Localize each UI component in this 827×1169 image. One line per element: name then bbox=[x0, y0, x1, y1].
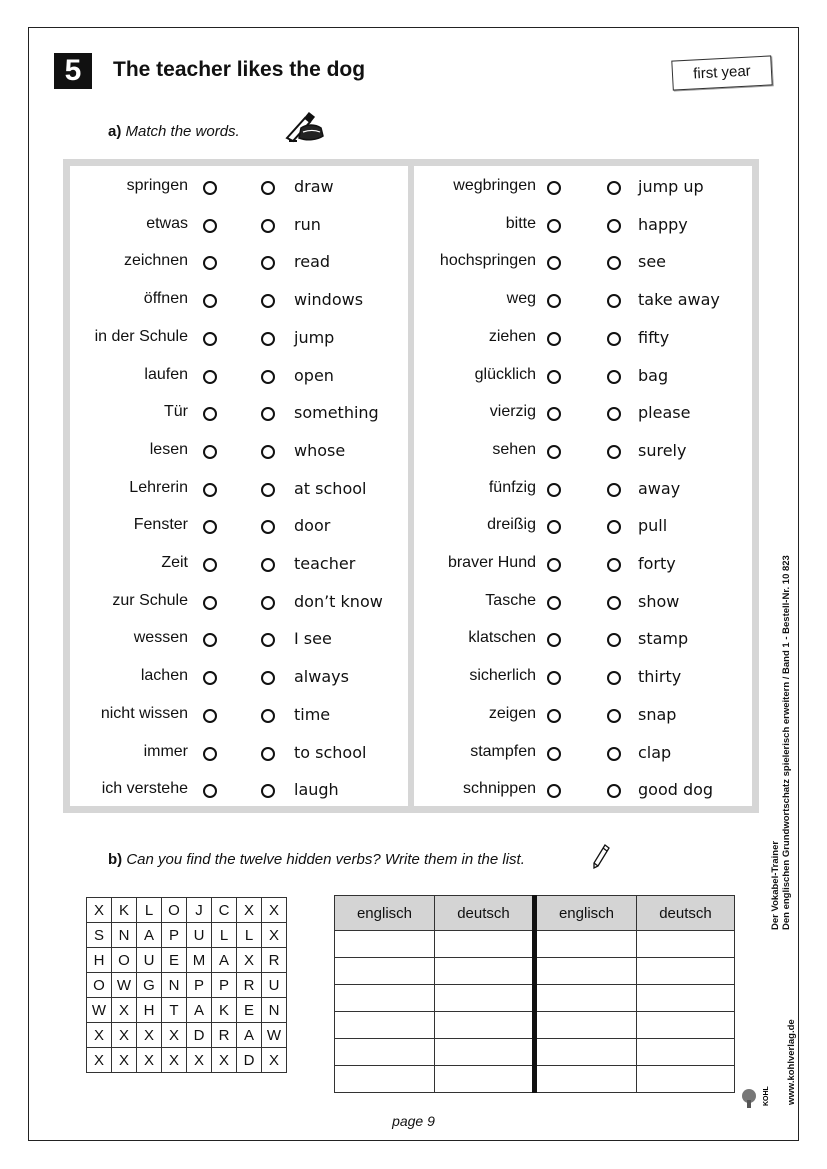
match-row bbox=[414, 629, 752, 651]
answer-cell[interactable] bbox=[637, 931, 735, 958]
matching-column-left bbox=[70, 166, 408, 806]
match-dot-left[interactable] bbox=[203, 332, 217, 346]
match-row bbox=[70, 366, 408, 388]
answer-row bbox=[335, 985, 735, 1012]
answer-cell[interactable] bbox=[535, 1066, 637, 1093]
match-dot-right[interactable] bbox=[607, 596, 621, 610]
match-row bbox=[70, 177, 408, 199]
header-deutsch-1: deutsch bbox=[435, 896, 535, 931]
answer-cell[interactable] bbox=[535, 985, 637, 1012]
match-row bbox=[414, 780, 752, 802]
grid-letter: A bbox=[187, 998, 212, 1023]
german-word: nicht wissen bbox=[100, 704, 188, 722]
german-word: zeigen bbox=[488, 704, 536, 722]
grid-letter: X bbox=[137, 1023, 162, 1048]
match-dot-right[interactable] bbox=[607, 483, 621, 497]
answer-cell[interactable] bbox=[435, 958, 535, 985]
grid-letter: D bbox=[237, 1048, 262, 1073]
grid-letter: X bbox=[112, 1048, 137, 1073]
match-dot-left[interactable] bbox=[203, 671, 217, 685]
match-row bbox=[414, 328, 752, 350]
answer-cell[interactable] bbox=[637, 985, 735, 1012]
grid-letter: X bbox=[237, 898, 262, 923]
publisher-name: KOHL bbox=[763, 1086, 770, 1106]
grid-letter: S bbox=[87, 923, 112, 948]
match-row bbox=[414, 403, 752, 425]
answer-cell[interactable] bbox=[637, 1066, 735, 1093]
answer-cell[interactable] bbox=[435, 985, 535, 1012]
match-row bbox=[70, 403, 408, 425]
grid-letter: N bbox=[162, 973, 187, 998]
match-row bbox=[70, 554, 408, 576]
english-word: draw bbox=[294, 177, 334, 196]
match-dot-left[interactable] bbox=[547, 370, 561, 384]
german-word: klatschen bbox=[468, 629, 536, 647]
header-englisch-2: englisch bbox=[535, 896, 637, 931]
answer-cell[interactable] bbox=[535, 1039, 637, 1066]
match-dot-right[interactable] bbox=[607, 294, 621, 308]
grid-row bbox=[87, 973, 287, 998]
grid-letter: W bbox=[112, 973, 137, 998]
grid-row bbox=[87, 948, 287, 973]
grid-letter: X bbox=[162, 1048, 187, 1073]
grid-letter: X bbox=[262, 898, 287, 923]
english-word: something bbox=[294, 403, 379, 423]
match-dot-left[interactable] bbox=[203, 558, 217, 572]
match-row bbox=[70, 780, 408, 802]
match-dot-left[interactable] bbox=[547, 671, 561, 685]
match-dot-right[interactable] bbox=[261, 784, 275, 798]
grid-letter: K bbox=[112, 898, 137, 923]
match-dot-left[interactable] bbox=[203, 294, 217, 308]
german-word: laufen bbox=[144, 365, 188, 383]
english-word: don’t know bbox=[294, 591, 383, 611]
english-word: open bbox=[294, 365, 334, 385]
match-dot-right[interactable] bbox=[607, 747, 621, 761]
match-dot-left[interactable] bbox=[203, 709, 217, 723]
match-row bbox=[414, 441, 752, 463]
match-dot-right[interactable] bbox=[607, 445, 621, 459]
answer-cell[interactable] bbox=[335, 985, 435, 1012]
match-dot-left[interactable] bbox=[547, 596, 561, 610]
german-word: bitte bbox=[505, 214, 536, 232]
grid-row bbox=[87, 923, 287, 948]
match-dot-left[interactable] bbox=[203, 520, 217, 534]
english-word: show bbox=[638, 591, 680, 611]
english-word: to school bbox=[294, 742, 367, 762]
answer-cell[interactable] bbox=[335, 1066, 435, 1093]
german-word: in der Schule bbox=[94, 327, 188, 345]
answer-cell[interactable] bbox=[335, 931, 435, 958]
english-word: I see bbox=[294, 629, 332, 649]
german-word: wessen bbox=[133, 629, 188, 647]
match-row bbox=[414, 743, 752, 765]
english-word: jump bbox=[294, 327, 335, 347]
match-dot-right[interactable] bbox=[261, 671, 275, 685]
grid-letter: X bbox=[187, 1048, 212, 1073]
english-word: whose bbox=[294, 440, 346, 460]
english-word: thirty bbox=[638, 667, 682, 687]
match-dot-left[interactable] bbox=[203, 370, 217, 384]
grid-letter: D bbox=[187, 1023, 212, 1048]
side-credit-line1: Der Vokabel-Trainer bbox=[770, 840, 781, 930]
match-dot-right[interactable] bbox=[607, 370, 621, 384]
answer-cell[interactable] bbox=[637, 958, 735, 985]
matching-column-right bbox=[414, 166, 752, 806]
header-deutsch-2: deutsch bbox=[637, 896, 735, 931]
match-dot-right[interactable] bbox=[261, 256, 275, 270]
english-word: stamp bbox=[638, 629, 689, 649]
grid-letter: O bbox=[87, 973, 112, 998]
match-dot-left[interactable] bbox=[547, 520, 561, 534]
german-word: Tür bbox=[164, 403, 188, 421]
match-dot-right[interactable] bbox=[261, 370, 275, 384]
match-dot-left[interactable] bbox=[547, 294, 561, 308]
answer-cell[interactable] bbox=[637, 1039, 735, 1066]
match-dot-left[interactable] bbox=[547, 633, 561, 647]
match-row bbox=[414, 705, 752, 727]
answer-cell[interactable] bbox=[535, 931, 637, 958]
match-dot-right[interactable] bbox=[261, 445, 275, 459]
match-row bbox=[414, 554, 752, 576]
match-dot-right[interactable] bbox=[607, 633, 621, 647]
german-word: dreißig bbox=[487, 516, 536, 534]
answer-row bbox=[335, 931, 735, 958]
german-word: weg bbox=[506, 290, 536, 308]
match-dot-left[interactable] bbox=[203, 596, 217, 610]
german-word: immer bbox=[143, 742, 188, 760]
side-credit-text bbox=[770, 555, 792, 930]
match-row bbox=[70, 215, 408, 237]
german-word: zur Schule bbox=[112, 591, 188, 609]
grid-letter: T bbox=[162, 998, 187, 1023]
german-word: stampfen bbox=[470, 742, 536, 760]
grid-letter: U bbox=[187, 923, 212, 948]
grid-letter: A bbox=[137, 923, 162, 948]
english-word: pull bbox=[638, 516, 668, 536]
german-word: Lehrerin bbox=[129, 478, 188, 496]
match-row bbox=[70, 667, 408, 689]
match-dot-left[interactable] bbox=[547, 256, 561, 270]
answer-row bbox=[335, 1066, 735, 1093]
match-row bbox=[414, 479, 752, 501]
answer-cell[interactable] bbox=[335, 1012, 435, 1039]
english-word: door bbox=[294, 516, 331, 536]
english-word: away bbox=[638, 478, 681, 498]
grid-letter: O bbox=[162, 898, 187, 923]
english-word: laugh bbox=[294, 780, 339, 800]
grid-row bbox=[87, 1023, 287, 1048]
pencil-icon bbox=[592, 844, 610, 870]
match-dot-left[interactable] bbox=[547, 709, 561, 723]
match-dot-left[interactable] bbox=[547, 784, 561, 798]
match-dot-left[interactable] bbox=[547, 747, 561, 761]
german-word: Fenster bbox=[133, 516, 188, 534]
answer-cell[interactable] bbox=[335, 958, 435, 985]
german-word: zeichnen bbox=[123, 252, 188, 270]
grid-row bbox=[87, 898, 287, 923]
grid-letter: R bbox=[212, 1023, 237, 1048]
grid-letter: W bbox=[262, 1023, 287, 1048]
task-a-instruction bbox=[108, 123, 240, 140]
answer-cell[interactable] bbox=[435, 1039, 535, 1066]
answer-row bbox=[335, 1039, 735, 1066]
match-dot-right[interactable] bbox=[261, 520, 275, 534]
grid-letter: E bbox=[162, 948, 187, 973]
year-badge: first year bbox=[671, 55, 772, 90]
english-word: teacher bbox=[294, 554, 356, 573]
grid-letter: X bbox=[137, 1048, 162, 1073]
match-dot-left[interactable] bbox=[203, 784, 217, 798]
german-word: springen bbox=[126, 177, 188, 194]
match-dot-left[interactable] bbox=[547, 181, 561, 195]
english-word: time bbox=[294, 704, 331, 724]
match-row bbox=[70, 441, 408, 463]
match-row bbox=[70, 592, 408, 614]
task-a-letter: a) bbox=[108, 123, 122, 140]
match-row bbox=[70, 290, 408, 312]
match-dot-right[interactable] bbox=[607, 558, 621, 572]
match-row bbox=[414, 252, 752, 274]
match-dot-right[interactable] bbox=[261, 181, 275, 195]
grid-letter: R bbox=[262, 948, 287, 973]
grid-letter: E bbox=[237, 998, 262, 1023]
match-dot-left[interactable] bbox=[203, 483, 217, 497]
grid-letter: G bbox=[137, 973, 162, 998]
answer-table-header bbox=[335, 896, 735, 931]
match-dot-right[interactable] bbox=[261, 558, 275, 572]
match-dot-right[interactable] bbox=[607, 332, 621, 346]
answer-row bbox=[335, 958, 735, 985]
answer-cell[interactable] bbox=[435, 1012, 535, 1039]
english-word: good dog bbox=[638, 780, 714, 800]
grid-letter: N bbox=[262, 998, 287, 1023]
german-word: ich verstehe bbox=[101, 780, 188, 798]
answer-cell[interactable] bbox=[535, 1012, 637, 1039]
grid-letter: P bbox=[212, 973, 237, 998]
grid-letter: A bbox=[212, 948, 237, 973]
english-word: jump up bbox=[638, 177, 704, 196]
match-dot-left[interactable] bbox=[203, 181, 217, 195]
english-word: bag bbox=[638, 365, 669, 385]
german-word: hochspringen bbox=[439, 252, 536, 270]
grid-letter: X bbox=[87, 898, 112, 923]
german-word: schnippen bbox=[463, 780, 536, 798]
grid-letter: P bbox=[187, 973, 212, 998]
match-dot-right[interactable] bbox=[607, 671, 621, 685]
grid-letter: X bbox=[237, 948, 262, 973]
grid-letter: H bbox=[87, 948, 112, 973]
grid-letter: M bbox=[187, 948, 212, 973]
grid-letter: A bbox=[237, 1023, 262, 1048]
match-dot-left[interactable] bbox=[547, 445, 561, 459]
answer-cell[interactable] bbox=[637, 1012, 735, 1039]
task-a-text: Match the words. bbox=[125, 123, 240, 140]
german-word: ziehen bbox=[488, 327, 536, 345]
grid-letter: X bbox=[112, 998, 137, 1023]
grid-letter: X bbox=[87, 1048, 112, 1073]
grid-letter: O bbox=[112, 948, 137, 973]
match-dot-right[interactable] bbox=[261, 483, 275, 497]
answer-row bbox=[335, 1012, 735, 1039]
german-word: fünfzig bbox=[488, 478, 536, 496]
publisher-url bbox=[786, 1019, 797, 1105]
match-row bbox=[70, 629, 408, 651]
match-row bbox=[70, 743, 408, 765]
match-dot-left[interactable] bbox=[547, 558, 561, 572]
publisher-logo-icon bbox=[740, 1042, 774, 1108]
word-search-grid bbox=[86, 897, 287, 1073]
answer-cell[interactable] bbox=[435, 931, 535, 958]
grid-letter: P bbox=[162, 923, 187, 948]
grid-letter: J bbox=[187, 898, 212, 923]
header-englisch-1: englisch bbox=[335, 896, 435, 931]
match-dot-left[interactable] bbox=[203, 256, 217, 270]
grid-letter: W bbox=[87, 998, 112, 1023]
match-dot-left[interactable] bbox=[203, 445, 217, 459]
match-row bbox=[70, 328, 408, 350]
match-row bbox=[414, 290, 752, 312]
match-row bbox=[70, 705, 408, 727]
grid-letter: K bbox=[212, 998, 237, 1023]
german-word: braver Hund bbox=[447, 554, 536, 571]
english-word: clap bbox=[638, 742, 672, 762]
grid-letter: L bbox=[212, 923, 237, 948]
german-word: glücklich bbox=[474, 365, 536, 383]
matching-exercise bbox=[63, 159, 759, 813]
match-row bbox=[414, 366, 752, 388]
match-dot-right[interactable] bbox=[607, 256, 621, 270]
german-word: vierzig bbox=[489, 403, 536, 421]
grid-letter: H bbox=[137, 998, 162, 1023]
match-dot-right[interactable] bbox=[261, 747, 275, 761]
match-row bbox=[414, 177, 752, 199]
english-word: fifty bbox=[638, 327, 670, 347]
match-dot-right[interactable] bbox=[261, 219, 275, 233]
match-dot-right[interactable] bbox=[261, 633, 275, 647]
page-number: page 9 bbox=[392, 1113, 435, 1129]
answer-table bbox=[334, 895, 735, 1093]
german-word: sicherlich bbox=[469, 667, 536, 685]
answer-cell[interactable] bbox=[535, 958, 637, 985]
page-title: The teacher likes the dog bbox=[113, 58, 366, 81]
match-dot-right[interactable] bbox=[261, 596, 275, 610]
german-word: öffnen bbox=[143, 290, 188, 308]
writing-hand-icon bbox=[283, 110, 327, 144]
match-dot-left[interactable] bbox=[547, 332, 561, 346]
match-dot-right[interactable] bbox=[607, 784, 621, 798]
grid-letter: X bbox=[212, 1048, 237, 1073]
english-word: run bbox=[294, 214, 321, 234]
match-dot-left[interactable] bbox=[547, 483, 561, 497]
english-word: windows bbox=[294, 290, 364, 310]
task-b-text: Can you find the twelve hidden verbs? Write them in the list. bbox=[126, 851, 525, 868]
match-row bbox=[414, 215, 752, 237]
grid-letter: X bbox=[112, 1023, 137, 1048]
match-dot-left[interactable] bbox=[203, 633, 217, 647]
grid-letter: R bbox=[237, 973, 262, 998]
german-word: Tasche bbox=[485, 591, 536, 609]
match-row bbox=[70, 479, 408, 501]
grid-letter: X bbox=[87, 1023, 112, 1048]
exercise-number: 5 bbox=[54, 53, 92, 89]
english-word: forty bbox=[638, 554, 676, 573]
grid-letter: L bbox=[137, 898, 162, 923]
match-dot-left[interactable] bbox=[547, 407, 561, 421]
match-dot-left[interactable] bbox=[547, 219, 561, 233]
grid-letter: U bbox=[262, 973, 287, 998]
task-b-instruction bbox=[108, 851, 525, 868]
match-dot-left[interactable] bbox=[203, 407, 217, 421]
match-dot-right[interactable] bbox=[607, 219, 621, 233]
side-credit-line2: Den englischen Grundwortschatz spielerisch erweitern / Band 1 - Bestell-Nr. 10 823 bbox=[781, 555, 792, 930]
task-b-letter: b) bbox=[108, 851, 123, 868]
german-word: lesen bbox=[149, 440, 188, 458]
german-word: wegbringen bbox=[453, 177, 536, 194]
match-dot-right[interactable] bbox=[607, 181, 621, 195]
german-word: lachen bbox=[140, 667, 188, 685]
english-word: happy bbox=[638, 214, 688, 234]
match-row bbox=[70, 252, 408, 274]
match-row bbox=[70, 516, 408, 538]
grid-letter: X bbox=[262, 923, 287, 948]
match-dot-left[interactable] bbox=[203, 747, 217, 761]
grid-letter: U bbox=[137, 948, 162, 973]
match-dot-right[interactable] bbox=[261, 294, 275, 308]
match-dot-right[interactable] bbox=[261, 332, 275, 346]
publisher-url-text: www.kohlverlag.de bbox=[786, 1019, 797, 1105]
match-dot-right[interactable] bbox=[607, 520, 621, 534]
match-row bbox=[414, 592, 752, 614]
grid-letter: C bbox=[212, 898, 237, 923]
grid-letter: N bbox=[112, 923, 137, 948]
match-row bbox=[414, 516, 752, 538]
match-row bbox=[414, 667, 752, 689]
answer-cell[interactable] bbox=[335, 1039, 435, 1066]
german-word: etwas bbox=[146, 214, 188, 232]
grid-letter: X bbox=[262, 1048, 287, 1073]
grid-row bbox=[87, 1048, 287, 1073]
german-word: sehen bbox=[492, 440, 536, 458]
english-word: please bbox=[638, 403, 691, 423]
english-word: surely bbox=[638, 440, 687, 460]
match-dot-right[interactable] bbox=[607, 407, 621, 421]
match-dot-right[interactable] bbox=[261, 407, 275, 421]
match-dot-right[interactable] bbox=[261, 709, 275, 723]
german-word: Zeit bbox=[161, 554, 188, 571]
english-word: snap bbox=[638, 704, 677, 724]
grid-letter: X bbox=[162, 1023, 187, 1048]
grid-row bbox=[87, 998, 287, 1023]
grid-letter: L bbox=[237, 923, 262, 948]
english-word: always bbox=[294, 667, 349, 687]
english-word: see bbox=[638, 252, 667, 272]
english-word: take away bbox=[638, 290, 720, 310]
english-word: read bbox=[294, 252, 331, 272]
english-word: at school bbox=[294, 478, 367, 498]
match-dot-right[interactable] bbox=[607, 709, 621, 723]
match-dot-left[interactable] bbox=[203, 219, 217, 233]
answer-cell[interactable] bbox=[435, 1066, 535, 1093]
